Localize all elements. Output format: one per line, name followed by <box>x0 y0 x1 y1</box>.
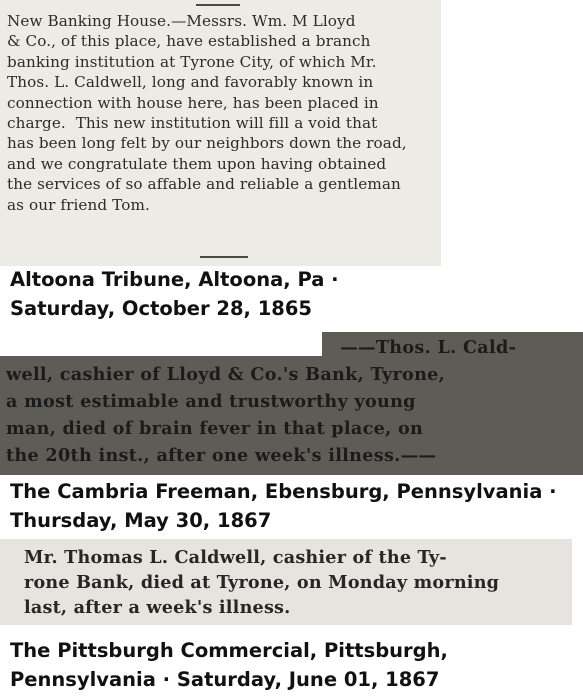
clipping-caption: The Cambria Freeman, Ebensburg, Pennsylvania · Thursday, May 30, 1867 <box>10 480 557 532</box>
clipping-text: New Banking House.—Messrs. Wm. M Lloyd & Co., of this place, have established a branch banking institution at Tyrone City, of which Mr. Thos. L. Caldwell, long and favorably known in connection with house here, has been placed in charge. This new institution will fill a void that has been long felt by our neighbors down the road, and we congratulate them upon having obtained the services of so affable and reliable a gentleman as our friend Tom. <box>7 12 407 214</box>
clipping-text: ——Thos. L. Cald- well, cashier of Lloyd & Co.'s Bank, Tyrone, a most estimable and trustworthy young man, died of brain fever in that place, on the 20th inst., after one week's illness.—— <box>6 337 517 466</box>
divider-rule-top <box>196 4 240 6</box>
divider-rule-bottom <box>200 256 248 258</box>
clipping-caption: Altoona Tribune, Altoona, Pa · Saturday, October 28, 1865 <box>10 268 339 320</box>
clipping-caption: The Pittsburgh Commercial, Pittsburgh, Pennsylvania · Saturday, June 01, 1867 <box>10 639 448 691</box>
clipping-text: Mr. Thomas L. Caldwell, cashier of the Ty- rone Bank, died at Tyrone, on Monday morning last, after a week's illness. <box>24 547 500 618</box>
newspaper-clipping-pittsburgh-commercial <box>0 539 572 625</box>
newspaper-clipping-cambria-freeman <box>0 332 583 475</box>
newspaper-clipping-altoona-tribune <box>0 0 441 266</box>
